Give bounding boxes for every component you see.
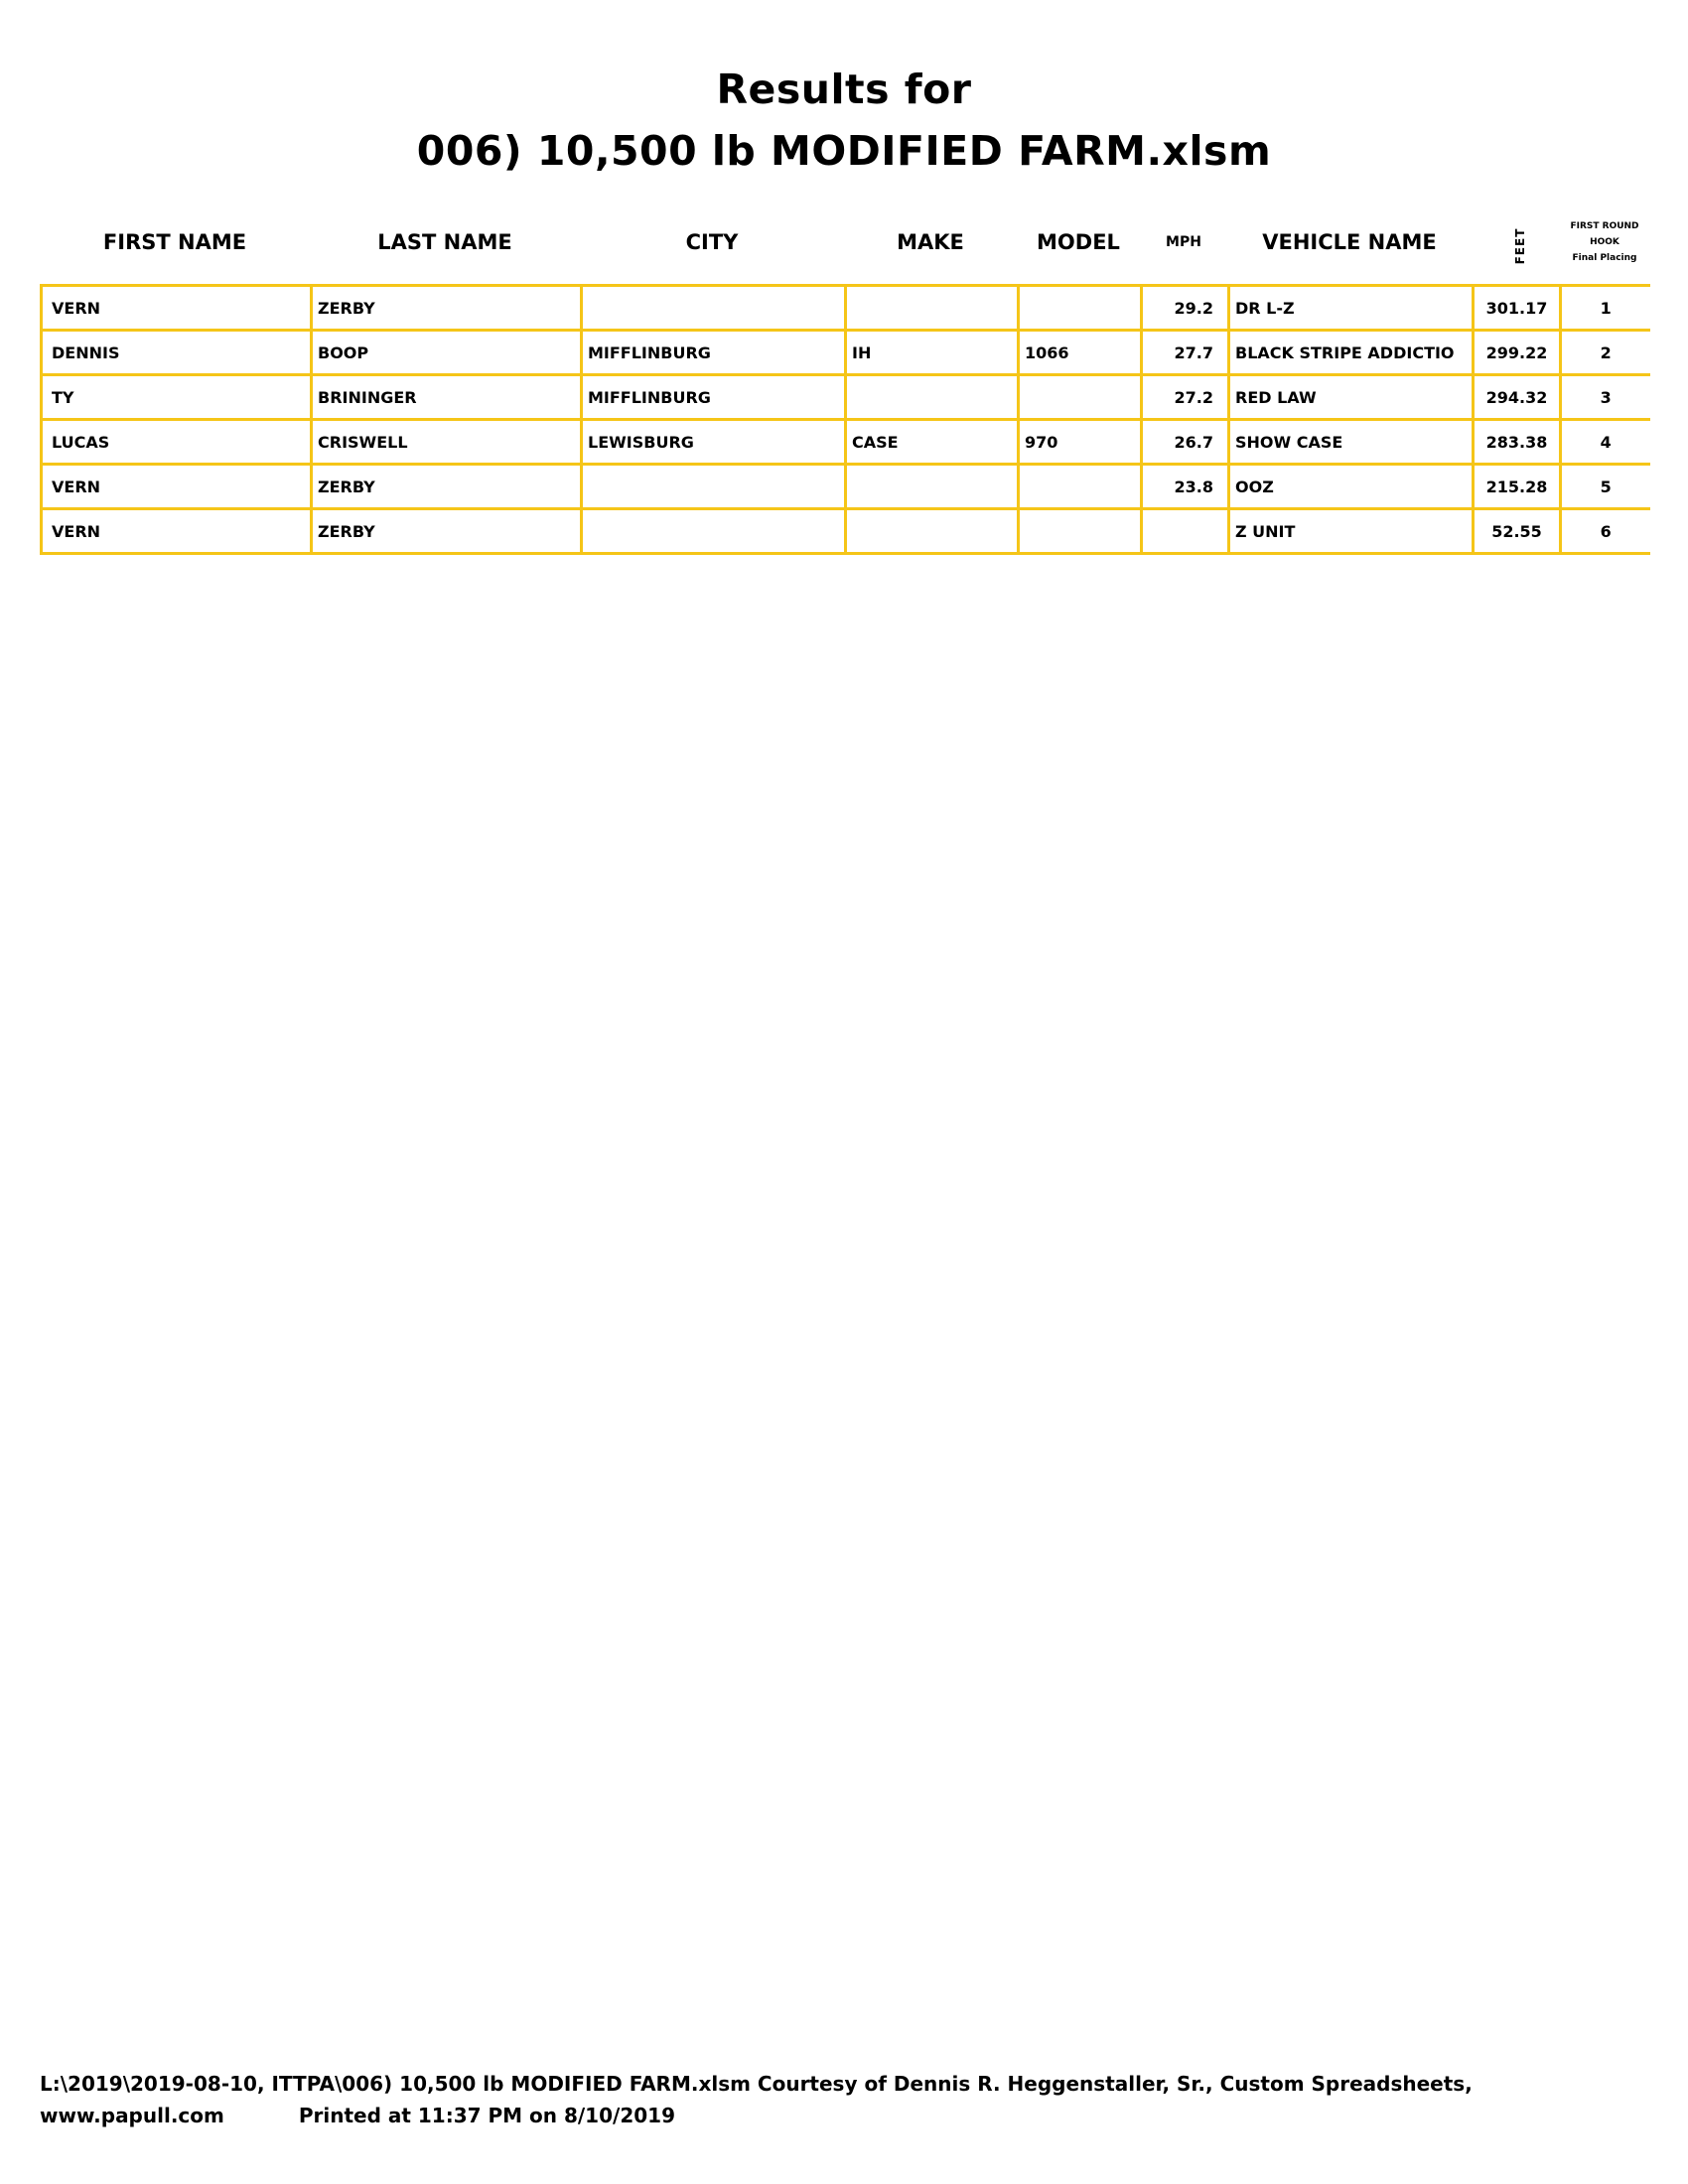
- cell-model: [1019, 465, 1142, 509]
- header-make: MAKE: [897, 230, 964, 254]
- footer-website: www.papull.com: [40, 2104, 224, 2127]
- cell-mph: [1142, 509, 1229, 554]
- header-model: MODEL: [1037, 230, 1120, 254]
- cell-city: LEWISBURG: [582, 420, 846, 465]
- cell-model: [1019, 375, 1142, 420]
- footer-line-2: [40, 2104, 675, 2127]
- cell-model: [1019, 509, 1142, 554]
- cell-last-name: ZERBY: [312, 286, 582, 331]
- cell-placing: 6: [1561, 509, 1650, 554]
- table-row: [42, 420, 1650, 465]
- header-first-round-hook: [1561, 218, 1648, 266]
- cell-feet: 301.17: [1474, 286, 1561, 331]
- cell-model: [1019, 286, 1142, 331]
- cell-first-name: LUCAS: [42, 420, 312, 465]
- header-first-name: FIRST NAME: [102, 230, 247, 254]
- cell-first-name: TY: [42, 375, 312, 420]
- cell-mph: 29.2: [1142, 286, 1229, 331]
- cell-placing: 1: [1561, 286, 1650, 331]
- cell-feet: 215.28: [1474, 465, 1561, 509]
- results-table: [40, 284, 1650, 555]
- table-row: [42, 331, 1650, 375]
- cell-city: MIFFLINBURG: [582, 331, 846, 375]
- header-round-line-1: FIRST ROUND: [1570, 221, 1639, 231]
- header-last-name: LAST NAME: [377, 230, 512, 254]
- header-feet-label: FEET: [1513, 227, 1527, 265]
- cell-placing: 5: [1561, 465, 1650, 509]
- footer-printed-at: Printed at 11:37 PM on 8/10/2019: [298, 2104, 675, 2127]
- cell-feet: 294.32: [1474, 375, 1561, 420]
- header-city: CITY: [685, 230, 739, 254]
- cell-make: CASE: [846, 420, 1019, 465]
- cell-mph: 27.7: [1142, 331, 1229, 375]
- header-round-line-2: HOOK: [1590, 237, 1619, 247]
- cell-first-name: VERN: [42, 465, 312, 509]
- cell-model: 1066: [1019, 331, 1142, 375]
- cell-last-name: ZERBY: [312, 509, 582, 554]
- table-row: [42, 465, 1650, 509]
- cell-make: IH: [846, 331, 1019, 375]
- cell-last-name: CRISWELL: [312, 420, 582, 465]
- cell-feet: 299.22: [1474, 331, 1561, 375]
- table-row: [42, 509, 1650, 554]
- cell-make: [846, 509, 1019, 554]
- cell-vehicle-name: OOZ: [1229, 465, 1474, 509]
- cell-city: MIFFLINBURG: [582, 375, 846, 420]
- cell-mph: 26.7: [1142, 420, 1229, 465]
- cell-make: [846, 286, 1019, 331]
- cell-make: [846, 375, 1019, 420]
- cell-mph: 23.8: [1142, 465, 1229, 509]
- cell-vehicle-name: RED LAW: [1229, 375, 1474, 420]
- cell-feet: 52.55: [1474, 509, 1561, 554]
- cell-city: [582, 465, 846, 509]
- results-body: [42, 286, 1650, 554]
- header-vehicle-name: VEHICLE NAME: [1262, 230, 1437, 254]
- cell-vehicle-name: Z UNIT: [1229, 509, 1474, 554]
- cell-last-name: BOOP: [312, 331, 582, 375]
- cell-city: [582, 286, 846, 331]
- title-line-2: 006) 10,500 lb MODIFIED FARM.xlsm: [416, 127, 1272, 175]
- cell-placing: 3: [1561, 375, 1650, 420]
- cell-placing: 2: [1561, 331, 1650, 375]
- cell-vehicle-name: SHOW CASE: [1229, 420, 1474, 465]
- table-row: [42, 286, 1650, 331]
- cell-first-name: VERN: [42, 509, 312, 554]
- cell-feet: 283.38: [1474, 420, 1561, 465]
- cell-mph: 27.2: [1142, 375, 1229, 420]
- table-row: [42, 375, 1650, 420]
- cell-last-name: ZERBY: [312, 465, 582, 509]
- header-round-line-3: Final Placing: [1572, 253, 1637, 263]
- cell-city: [582, 509, 846, 554]
- cell-first-name: DENNIS: [42, 331, 312, 375]
- header-feet: [1511, 226, 1529, 266]
- cell-vehicle-name: DR L-Z: [1229, 286, 1474, 331]
- cell-placing: 4: [1561, 420, 1650, 465]
- cell-make: [846, 465, 1019, 509]
- cell-last-name: BRININGER: [312, 375, 582, 420]
- header-mph: MPH: [1166, 234, 1201, 250]
- title-line-1: Results for: [716, 66, 972, 113]
- cell-vehicle-name: BLACK STRIPE ADDICTIO: [1229, 331, 1474, 375]
- cell-model: 970: [1019, 420, 1142, 465]
- cell-first-name: VERN: [42, 286, 312, 331]
- footer-file-path: L:\2019\2019-08-10, ITTPA\006) 10,500 lb MODIFIED FARM.xlsm Courtesy of Dennis R. Heggenstaller, Sr., Custom Spreadsheets,: [40, 2072, 1473, 2096]
